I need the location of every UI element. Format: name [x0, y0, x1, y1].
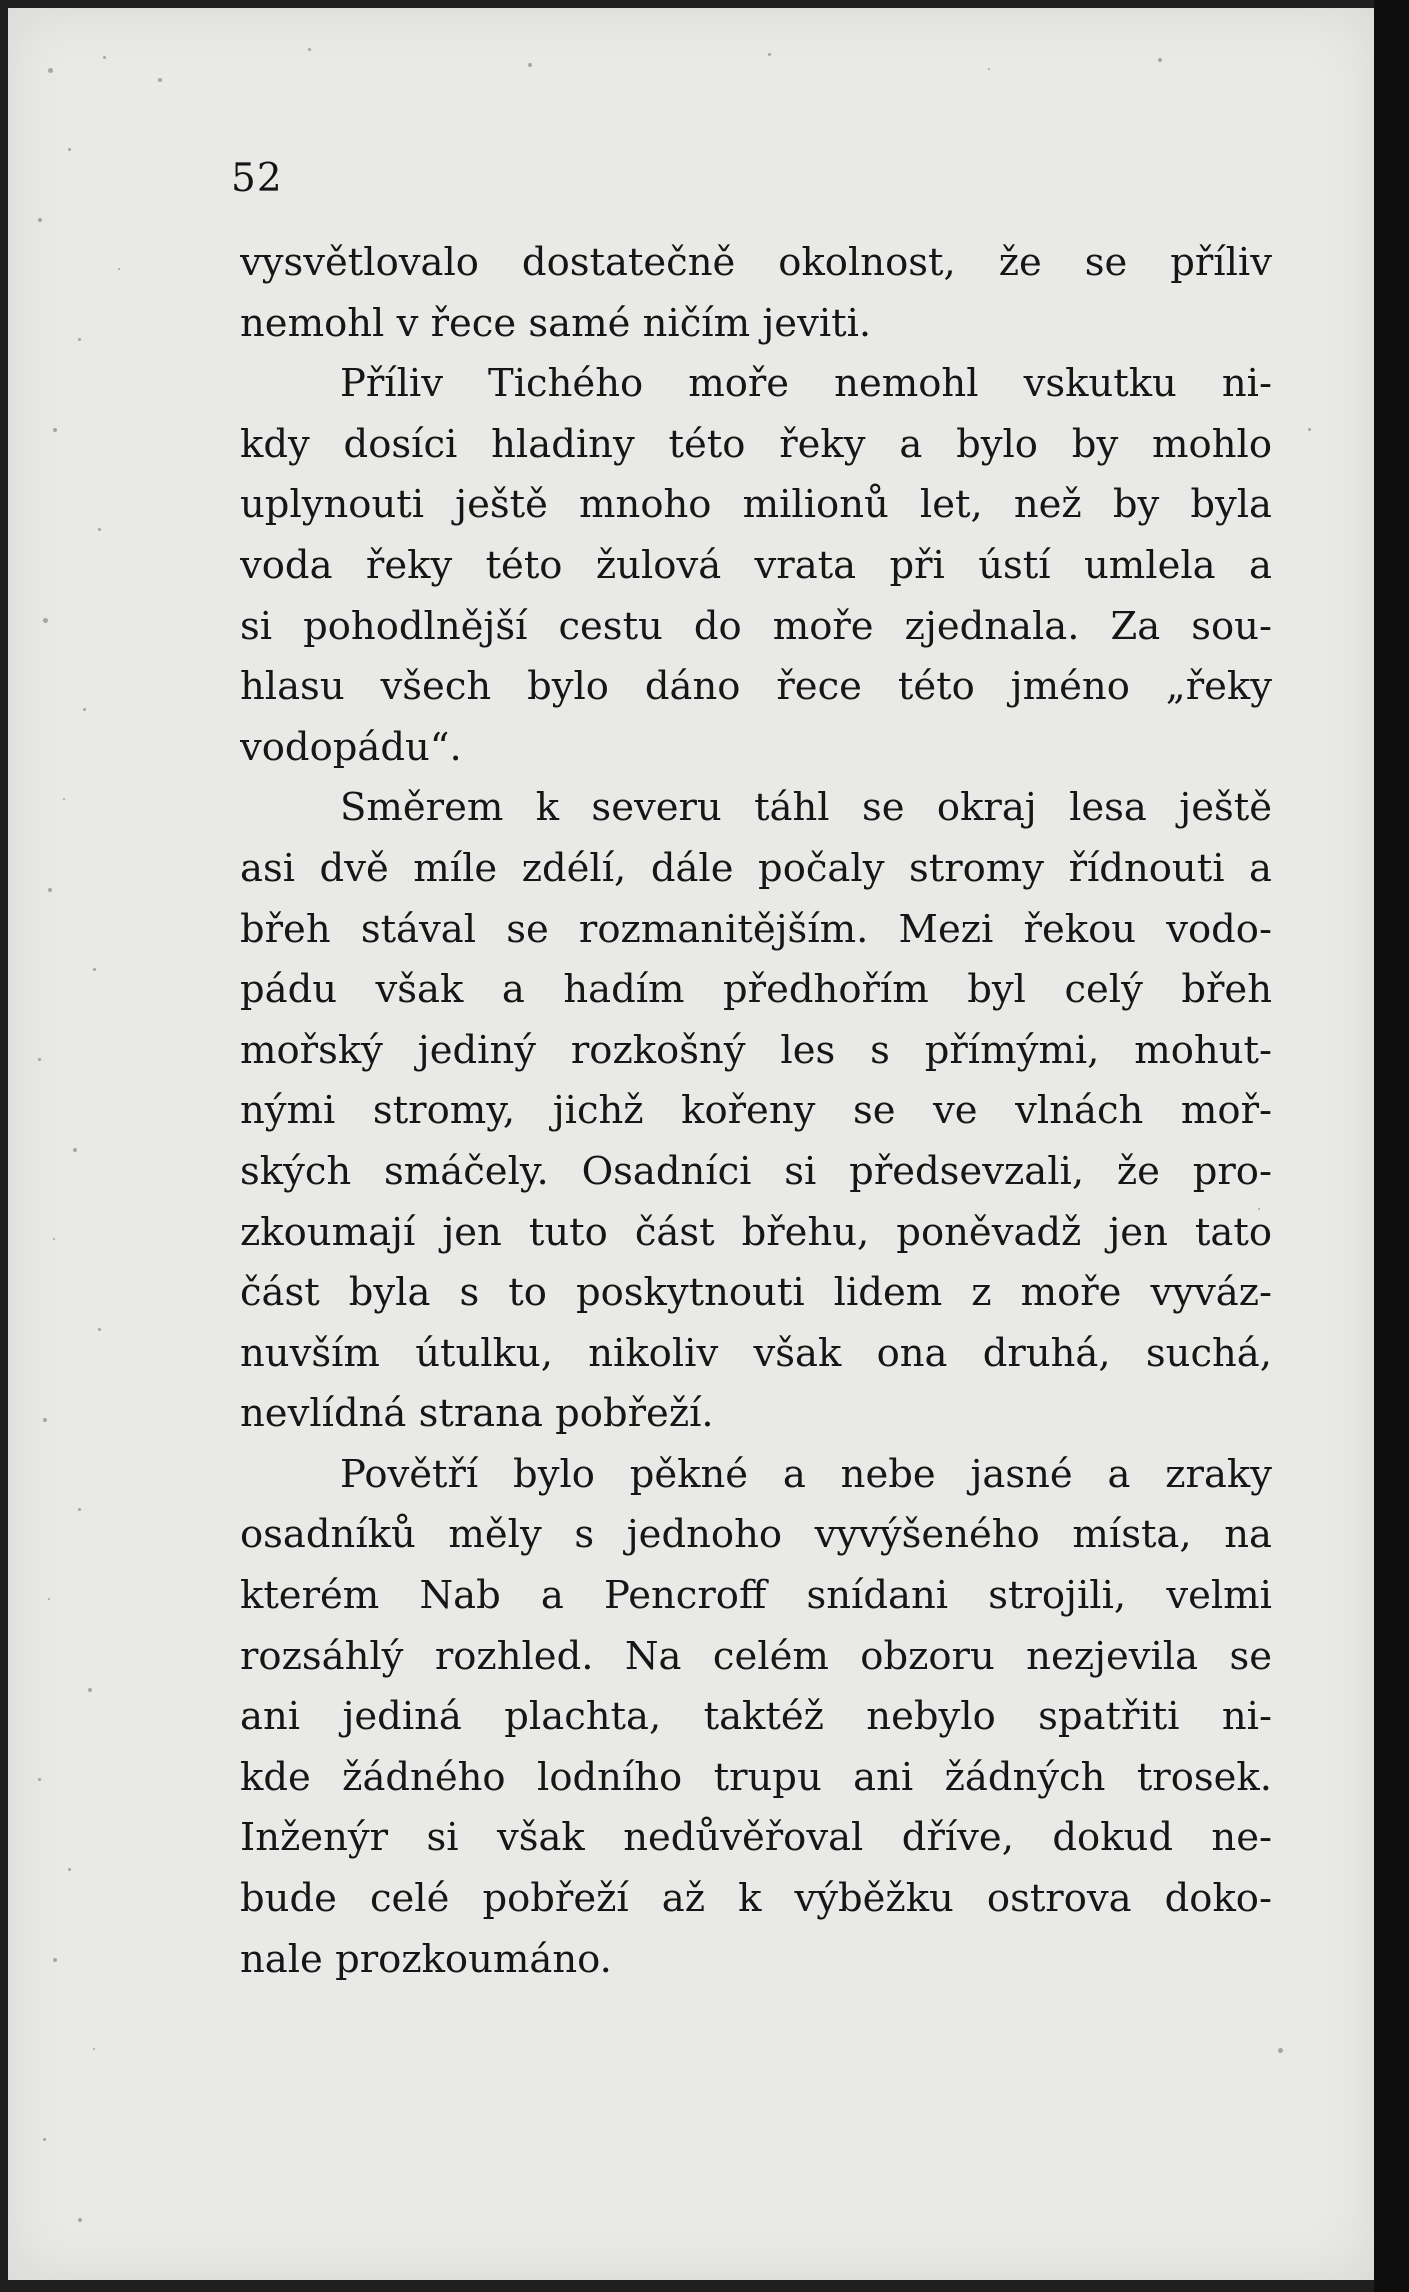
scan-speckle [53, 1958, 57, 1962]
text-line: Příliv Tichého moře nemohl vskutku ni- [340, 361, 1272, 407]
scan-speckle [768, 53, 771, 56]
scan-speckle [63, 798, 65, 800]
scan-speckle [83, 708, 86, 711]
text-line: ských smáčely. Osadníci si předsevzali, že pro- [240, 1148, 1272, 1194]
scan-speckle [528, 63, 532, 67]
text-line: pádu však a hadím předhořím byl celý břeh [240, 967, 1272, 1013]
scan-speckle [88, 1688, 92, 1692]
text-line: vodopádu“. [240, 724, 462, 770]
scan-speckle [43, 1418, 47, 1422]
scan-speckle [43, 618, 48, 623]
page-number: 52 [231, 156, 283, 201]
scan-speckle [78, 338, 81, 341]
text-line: asi dvě míle zdélí, dále počaly stromy řídnouti a [240, 845, 1272, 891]
text-line: rozsáhlý rozhled. Na celém obzoru nezjevila se [240, 1633, 1272, 1679]
text-line: část byla s to poskytnouti lidem z moře vyváz- [240, 1270, 1272, 1316]
scan-speckle [98, 1328, 101, 1331]
text-line: Směrem k severu táhl se okraj lesa ještě [340, 785, 1272, 831]
scan-speckle [1278, 2048, 1283, 2053]
scan-speckle [1258, 1208, 1260, 1210]
scan-speckle [78, 1508, 81, 1511]
text-line: kde žádného lodního trupu ani žádných trosek. [240, 1754, 1272, 1800]
text-line: kterém Nab a Pencroff snídani strojili, velmi [240, 1573, 1272, 1619]
scan-speckle [1308, 428, 1311, 431]
scan-speckle [48, 888, 52, 892]
text-line: Inženýr si však nedůvěřoval dříve, dokud ne- [240, 1815, 1272, 1861]
scan-speckle [48, 1598, 50, 1600]
scan-speckle [93, 2048, 95, 2050]
scan-speckle [78, 2218, 82, 2222]
scan-speckle [988, 68, 990, 70]
scan-speckle [73, 1148, 77, 1152]
scan-speckle [38, 1778, 41, 1781]
text-line: mořský jediný rozkošný les s přímými, mohut- [240, 1027, 1272, 1073]
scan-speckle [1158, 58, 1162, 62]
scan-speckle [43, 2138, 46, 2141]
scan-speckle [98, 528, 101, 531]
text-line: nými stromy, jichž kořeny se ve vlnách moř- [240, 1088, 1272, 1134]
text-line: osadníků měly s jednoho vyvýšeného místa, na [240, 1512, 1272, 1558]
text-line: zkoumají jen tuto část břehu, poněvadž jen tato [240, 1209, 1272, 1255]
text-line: Povětří bylo pěkné a nebe jasné a zraky [340, 1451, 1272, 1497]
scan-speckle [38, 1058, 41, 1061]
text-line: vysvětlovalo dostatečně okolnost, že se příliv [240, 240, 1272, 285]
text-line: bude celé pobřeží až k výběžku ostrova doko- [240, 1876, 1272, 1922]
text-line: ani jediná plachta, taktéž nebylo spatřiti ni- [240, 1694, 1272, 1740]
text-line: hlasu všech bylo dáno řece této jméno „řeky [240, 664, 1272, 710]
text-line: břeh stával se rozmanitějším. Mezi řekou vodo- [240, 906, 1272, 952]
scan-edge-shadow [1374, 0, 1409, 2292]
scan-speckle [53, 428, 57, 432]
scan-speckle [118, 268, 120, 270]
scan-speckle [158, 78, 162, 82]
scan-speckle [38, 218, 42, 222]
text-line: si pohodlnější cestu do moře zjednala. Za sou- [240, 603, 1272, 649]
scan-speckle [68, 1868, 71, 1871]
scan-speckle [48, 68, 53, 73]
body-text [240, 233, 1272, 1990]
text-line: nevlídná strana pobřeží. [240, 1391, 714, 1437]
text-line: nuvším útulku, nikoliv však ona druhá, suchá, [240, 1330, 1272, 1376]
text-line: nale prozkoumáno. [240, 1936, 612, 1982]
text-line: nemohl v řece samé ničím jeviti. [240, 300, 872, 346]
scan-speckle [68, 148, 71, 151]
scan-speckle [308, 48, 311, 51]
book-page [8, 8, 1374, 2280]
text-line: uplynouti ještě mnoho milionů let, než by byla [240, 482, 1272, 528]
scan-speckle [103, 56, 106, 59]
text-line: kdy dosíci hladiny této řeky a bylo by mohlo [240, 421, 1272, 467]
scan-speckle [53, 1238, 55, 1240]
scan-speckle [93, 968, 96, 971]
text-line: voda řeky této žulová vrata při ústí umlela a [240, 542, 1272, 588]
